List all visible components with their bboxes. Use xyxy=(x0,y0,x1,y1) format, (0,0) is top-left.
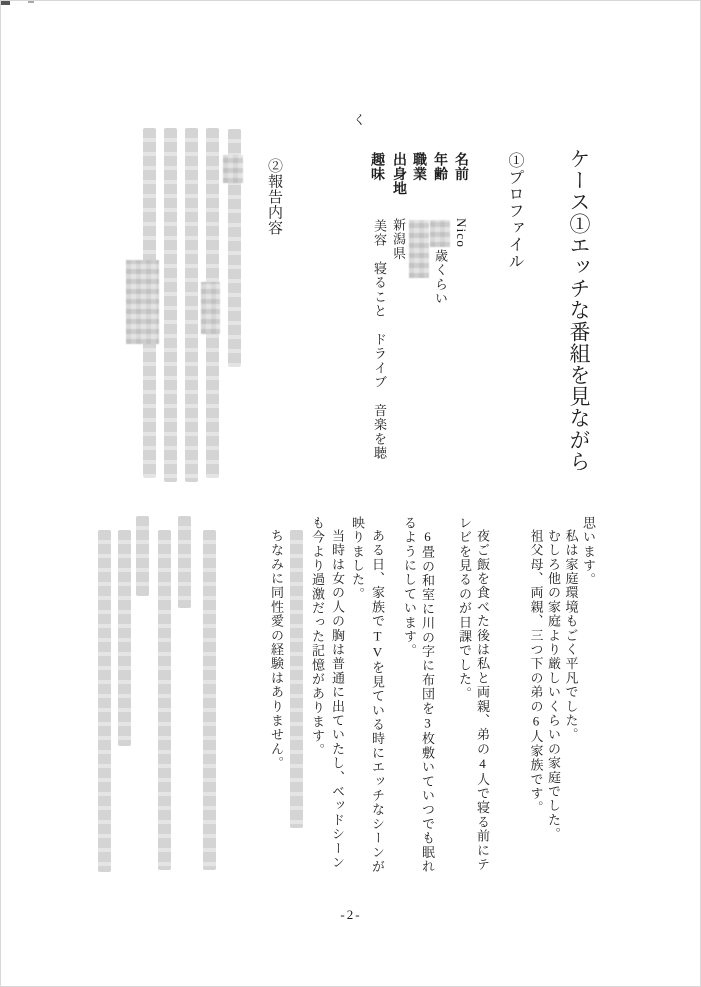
profile-label-name: 名前 xyxy=(453,152,468,182)
profile-value-hometown: 新潟県 xyxy=(391,218,406,261)
profile-label-job: 職業 xyxy=(411,152,426,182)
redacted-text-block xyxy=(290,530,303,828)
scan-artifact xyxy=(28,1,34,3)
report-line: 思います。 xyxy=(581,516,596,587)
redacted-text-block xyxy=(178,516,191,608)
redacted-text-block xyxy=(185,128,198,482)
report-paragraph-tv xyxy=(307,516,387,878)
redacted-text-block xyxy=(164,128,177,482)
profile-label-age: 年齢 xyxy=(432,152,447,182)
profile-value-hobby: 美容 寝ること ドライブ 音楽を聴く xyxy=(351,113,387,461)
profile-value-age: 歳くらい xyxy=(433,249,448,306)
censor-mosaic-job xyxy=(409,220,429,278)
profile-section-heading: ①プロファイル xyxy=(506,152,523,270)
censor-mosaic-inline xyxy=(126,260,159,344)
report-line: 夜ご飯を食べた後は私と両親、弟の4人で寝る前にテレビを見るのが日課でした。 xyxy=(457,516,490,872)
report-paragraph-family xyxy=(527,516,597,878)
report-paragraph-routine xyxy=(455,516,491,878)
report-line: ちなみに同性愛の経験はありません。 xyxy=(269,529,284,771)
profile-label-hometown: 出身地 xyxy=(391,152,406,196)
redacted-text-block xyxy=(158,530,171,870)
case-title: ケース①エッチな番組を見ながら xyxy=(567,148,591,472)
redacted-text-block xyxy=(203,530,216,870)
redacted-text-block xyxy=(98,530,111,872)
report-line: ある日、家族でTVを見ている時にエッチなシーンが映りました。 xyxy=(350,516,385,874)
report-line: 当時は女の人の胸は普通に出ていたし、ベッドシーンも今より過激だった記憶があります。 xyxy=(310,516,345,870)
report-line: 祖父母、両親、三つ下の弟の6人家族です。 xyxy=(528,529,544,815)
report-line: 6畳の和室に川の字に布団を3枚敷いていつでも眠れるようにしています。 xyxy=(402,516,435,874)
report-paragraph-room xyxy=(400,516,436,878)
profile-value-name: Nico xyxy=(454,218,469,249)
censor-mosaic-age xyxy=(430,220,450,247)
censor-mosaic-inline xyxy=(223,155,243,183)
scan-artifact xyxy=(1,1,10,5)
report-line: むしろ他の家庭より厳しいくらいの家庭でした。 xyxy=(546,529,561,842)
censor-mosaic-inline xyxy=(201,282,220,334)
page-number: -2- xyxy=(340,907,362,922)
redacted-text-block xyxy=(136,516,149,596)
profile-label-hobby: 趣味 xyxy=(369,152,384,182)
report-line: 私は家庭環境もごく平凡でした。 xyxy=(563,529,579,742)
redacted-text-block xyxy=(118,530,131,746)
report-section-heading: ②報告内容 xyxy=(266,158,282,236)
report-paragraph-aside xyxy=(267,516,285,878)
